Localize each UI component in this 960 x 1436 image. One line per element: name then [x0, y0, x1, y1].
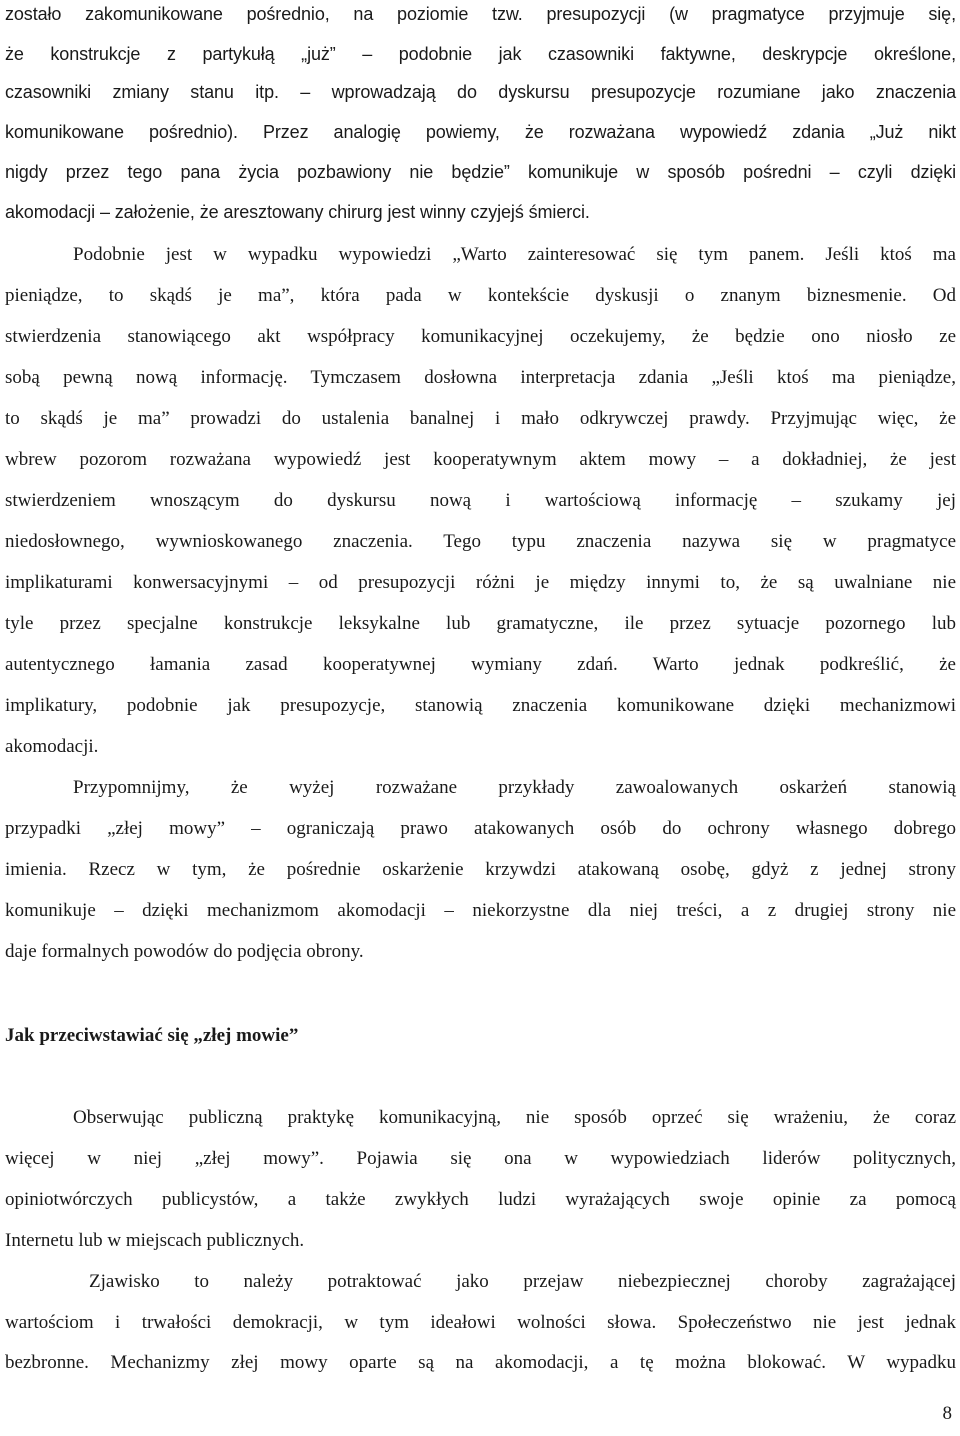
text-line: zostało zakomunikowane pośrednio, na poziomie tzw. presupozycji (w pragmatyce przyjmuje się, [5, 4, 956, 24]
text-line: Internetu lub w miejscach publicznych. [5, 1230, 305, 1251]
text-line: stwierdzenia stanowiącego akt współpracy komunikacyjnej oczekujemy, że będzie ono niosło ze [5, 326, 956, 347]
text-line: opiniotwórczych publicystów, a także zwykłych ludzi wyrażających swoje opinie za pomocą [5, 1189, 956, 1210]
text-line: Zjawisko to należy potraktować jako przejaw niebezpiecznej choroby zagrażającej [89, 1271, 956, 1292]
text-line: autentycznego łamania zasad kooperatywnej wymiany zdań. Warto jednak podkreślić, że [5, 654, 956, 675]
section-heading: Jak przeciwstawiać się „złej mowie” [5, 1025, 299, 1046]
text-line: tyle przez specjalne konstrukcje leksykalne lub gramatyczne, ile przez sytuacje pozornego lub [5, 613, 956, 634]
text-line: akomodacji. [5, 736, 99, 757]
text-line: Podobnie jest w wypadku wypowiedzi „Warto zainteresować się tym panem. Jeśli ktoś ma [73, 244, 956, 265]
text-line: wartościom i trwałości demokracji, w tym ideałowi wolności słowa. Społeczeństwo nie jest jednak [5, 1312, 956, 1333]
text-line: więcej w niej „złej mowy”. Pojawia się ona w wypowiedziach liderów politycznych, [5, 1148, 956, 1169]
text-line: imienia. Rzecz w tym, że pośrednie oskarżenie krzywdzi atakowaną osobę, gdyż z jednej strony [5, 859, 956, 880]
text-line: Obserwując publiczną praktykę komunikacyjną, nie sposób oprzeć się wrażeniu, że coraz [73, 1107, 956, 1128]
text-line: przypadki „złej mowy” – ograniczają prawo atakowanych osób do ochrony własnego dobrego [5, 818, 956, 839]
text-line: sobą pewną nową informację. Tymczasem dosłowna interpretacja zdania „Jeśli ktoś ma pieniądze, [5, 367, 956, 388]
text-line: wbrew pozorom rozważana wypowiedź jest kooperatywnym aktem mowy – a dokładniej, że jest [5, 449, 956, 470]
text-line: akomodacji – założenie, że aresztowany chirurg jest winny czyjejś śmierci. [5, 202, 590, 222]
text-line: komunikowane pośrednio). Przez analogię powiemy, że rozważana wypowiedź zdania „Już nikt [5, 122, 956, 142]
text-line: implikatury, podobnie jak presupozycje, stanowią znaczenia komunikowane dzięki mechanizmowi [5, 695, 956, 716]
text-line: Przypomnijmy, że wyżej rozważane przykłady zawoalowanych oskarżeń stanowią [73, 777, 956, 798]
text-line: stwierdzeniem wnoszącym do dyskursu nową i wartościową informację – szukamy jej [5, 490, 956, 511]
text-line: komunikuje – dzięki mechanizmom akomodacji – niekorzystne dla niej treści, a z drugiej strony nie [5, 900, 956, 921]
text-line: pieniądze, to skądś je ma”, która pada w kontekście dyskusji o znanym biznesmenie. Od [5, 285, 956, 306]
text-line: czasowniki zmiany stanu itp. – wprowadzają do dyskursu presupozycje rozumiane jako znaczenia [5, 82, 956, 102]
text-line: to skądś je ma” prowadzi do ustalenia banalnej i mało odkrywczej prawdy. Przyjmując więc, że [5, 408, 956, 429]
text-line: bezbronne. Mechanizmy złej mowy oparte są na akomodacji, a tę można blokować. W wypadku [5, 1352, 956, 1373]
text-line: że konstrukcje z partykułą „już” – podobnie jak czasowniki faktywne, deskrypcje określone, [5, 44, 956, 64]
text-line: nigdy przez tego pana życia pozbawiony nie będzie” komunikuje w sposób pośredni – czyli dzięki [5, 162, 956, 182]
text-line: daje formalnych powodów do podjęcia obrony. [5, 941, 364, 962]
text-line: implikaturami konwersacyjnymi – od presupozycji różni je między innymi to, że są uwalniane nie [5, 572, 956, 593]
text-line: niedosłownego, wywnioskowanego znaczenia. Tego typu znaczenia nazywa się w pragmatyce [5, 531, 956, 552]
page-number: 8 [942, 1403, 952, 1424]
